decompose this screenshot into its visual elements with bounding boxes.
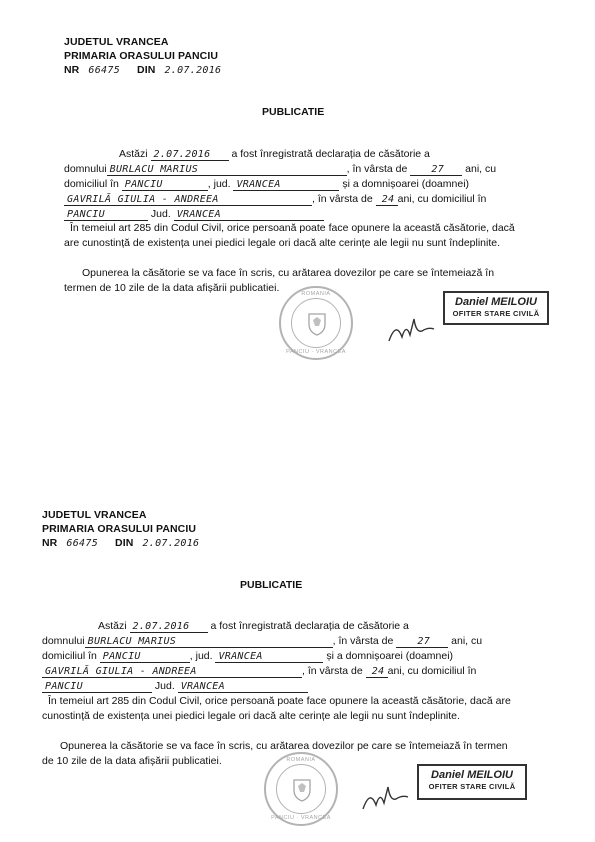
label-astazi: Astăzi xyxy=(98,620,127,632)
field-groom-age: 27 xyxy=(410,164,462,176)
label-domiciliul: domiciliul în xyxy=(64,178,119,190)
official-stamp xyxy=(443,291,549,325)
field-groom-age: 27 xyxy=(396,636,448,648)
field-date: 2.07.2016 xyxy=(151,149,229,161)
header-county: JUDETUL VRANCEA xyxy=(42,509,147,521)
paragraph-art-285: În temeiul art 285 din Codul Civil, orice persoană poate face opunere la această căsătorie, dacă are cunostință de existența unei piedici legale ori dacă alte cerințe ale legii nu sunt îndeplinite. xyxy=(42,695,511,722)
label-registered: a fost înregistrată declarația de căsătorie a xyxy=(231,148,430,160)
label-domiciliul: domiciliul în xyxy=(42,650,97,662)
field-groom-town: PANCIU xyxy=(100,651,190,663)
din-label: DIN xyxy=(137,64,156,76)
header-registration xyxy=(64,64,221,77)
field-groom-town: PANCIU xyxy=(122,179,208,191)
label-age-bride: , în vârsta de xyxy=(312,193,373,205)
seal-text-top: ROMANIA xyxy=(301,291,331,297)
nr-value: 66475 xyxy=(88,65,121,76)
field-groom-name: BURLACU MARIUS xyxy=(85,636,333,648)
line-groom xyxy=(64,163,496,176)
line-groom-domicile xyxy=(42,650,453,663)
line-bride xyxy=(64,193,486,206)
label-ani-cu: ani, cu xyxy=(465,163,497,175)
round-seal xyxy=(264,752,338,826)
date-value: 2.07.2016 xyxy=(142,538,200,549)
label-jud: , jud. xyxy=(207,178,231,190)
field-groom-county: VRANCEA xyxy=(215,651,323,663)
label-jud-bride: Jud. xyxy=(154,680,175,692)
field-groom-county: VRANCEA xyxy=(233,179,339,191)
label-registered: a fost înregistrată declarația de căsătorie a xyxy=(210,620,409,632)
line-registered xyxy=(119,148,430,161)
label-ani-cu: ani, cu xyxy=(451,635,483,647)
nr-value: 66475 xyxy=(66,538,99,549)
label-astazi: Astăzi xyxy=(119,148,148,160)
label-age: , în vârsta de xyxy=(332,635,394,647)
field-bride-town: PANCIU xyxy=(64,209,148,221)
field-date: 2.07.2016 xyxy=(130,621,208,633)
document-title: PUBLICATIE xyxy=(240,579,303,591)
paragraph-opunere: Opunerea la căsătorie se va face în scris, cu arătarea dovezilor pe care se întemeiază în termen de 10 zile de la data afișării publicatiei. xyxy=(64,267,495,294)
signature xyxy=(386,315,438,345)
nr-label: NR xyxy=(42,537,58,549)
field-bride-age: 24 xyxy=(366,666,388,678)
field-bride-county: VRANCEA xyxy=(178,681,308,693)
coat-of-arms-icon xyxy=(292,778,312,802)
line-registered xyxy=(98,620,409,633)
signature xyxy=(360,783,412,813)
date-value: 2.07.2016 xyxy=(164,65,222,76)
line-bride-domicile xyxy=(42,680,308,693)
label-age: , în vârsta de xyxy=(346,163,408,175)
field-bride-name: GAVRILĂ GIULIA - ANDREEA xyxy=(64,194,312,206)
document-title: PUBLICATIE xyxy=(262,106,325,118)
paragraph-opunere: Opunerea la căsătorie se va face în scris, cu arătarea dovezilor pe care se întemeiază în termen de 10 zile de la data afișării publicatiei. xyxy=(42,740,508,767)
seal-text-top: ROMANIA xyxy=(286,757,316,763)
label-jud-bride: Jud. xyxy=(150,208,171,220)
paragraph-art-285: În temeiul art 285 din Codul Civil, orice persoană poate face opunere la această căsătorie, dacă are cunostință de existența unei piedici legale ori dacă alte cerințe ale legii nu sunt îndeplinite. xyxy=(64,222,515,249)
label-ani-domiciliu: ani, cu domiciliul în xyxy=(397,193,487,205)
official-name: Daniel MEILOIU xyxy=(431,769,513,781)
label-domnisoarei: și a domnișoarei (doamnei) xyxy=(342,178,470,190)
label-domnului: domnului xyxy=(64,163,107,175)
line-bride xyxy=(42,665,476,678)
coat-of-arms-icon xyxy=(307,312,327,336)
official-role: OFITER STARE CIVILĂ xyxy=(428,782,516,791)
header-town-hall: PRIMARIA ORASULUI PANCIU xyxy=(42,523,197,535)
seal-text-bottom: PANCIU · VRANCEA xyxy=(286,349,346,355)
field-bride-county: VRANCEA xyxy=(174,209,324,221)
official-stamp xyxy=(417,764,527,800)
official-name: Daniel MEILOIU xyxy=(455,296,537,308)
label-age-bride: , în vârsta de xyxy=(302,665,363,677)
field-groom-name: BURLACU MARIUS xyxy=(107,164,347,176)
din-label: DIN xyxy=(115,537,134,549)
nr-label: NR xyxy=(64,64,80,76)
label-domnului: domnului xyxy=(42,635,85,647)
seal-text-bottom: PANCIU · VRANCEA xyxy=(271,815,331,821)
official-role: OFITER STARE CIVILĂ xyxy=(452,309,540,318)
field-bride-name: GAVRILĂ GIULIA - ANDREEA xyxy=(42,666,302,678)
header-county: JUDETUL VRANCEA xyxy=(64,36,169,48)
line-bride-domicile xyxy=(64,208,324,221)
round-seal xyxy=(279,286,353,360)
header-registration xyxy=(42,537,199,550)
label-ani-domiciliu: ani, cu domiciliul în xyxy=(387,665,477,677)
label-jud: , jud. xyxy=(189,650,213,662)
field-bride-age: 24 xyxy=(376,194,398,206)
announcement-copy-2 xyxy=(0,421,595,842)
line-groom-domicile xyxy=(64,178,469,191)
line-groom xyxy=(42,635,482,648)
label-domnisoarei: și a domnișoarei (doamnei) xyxy=(326,650,454,662)
field-bride-town: PANCIU xyxy=(42,681,152,693)
header-town-hall: PRIMARIA ORASULUI PANCIU xyxy=(64,50,219,62)
